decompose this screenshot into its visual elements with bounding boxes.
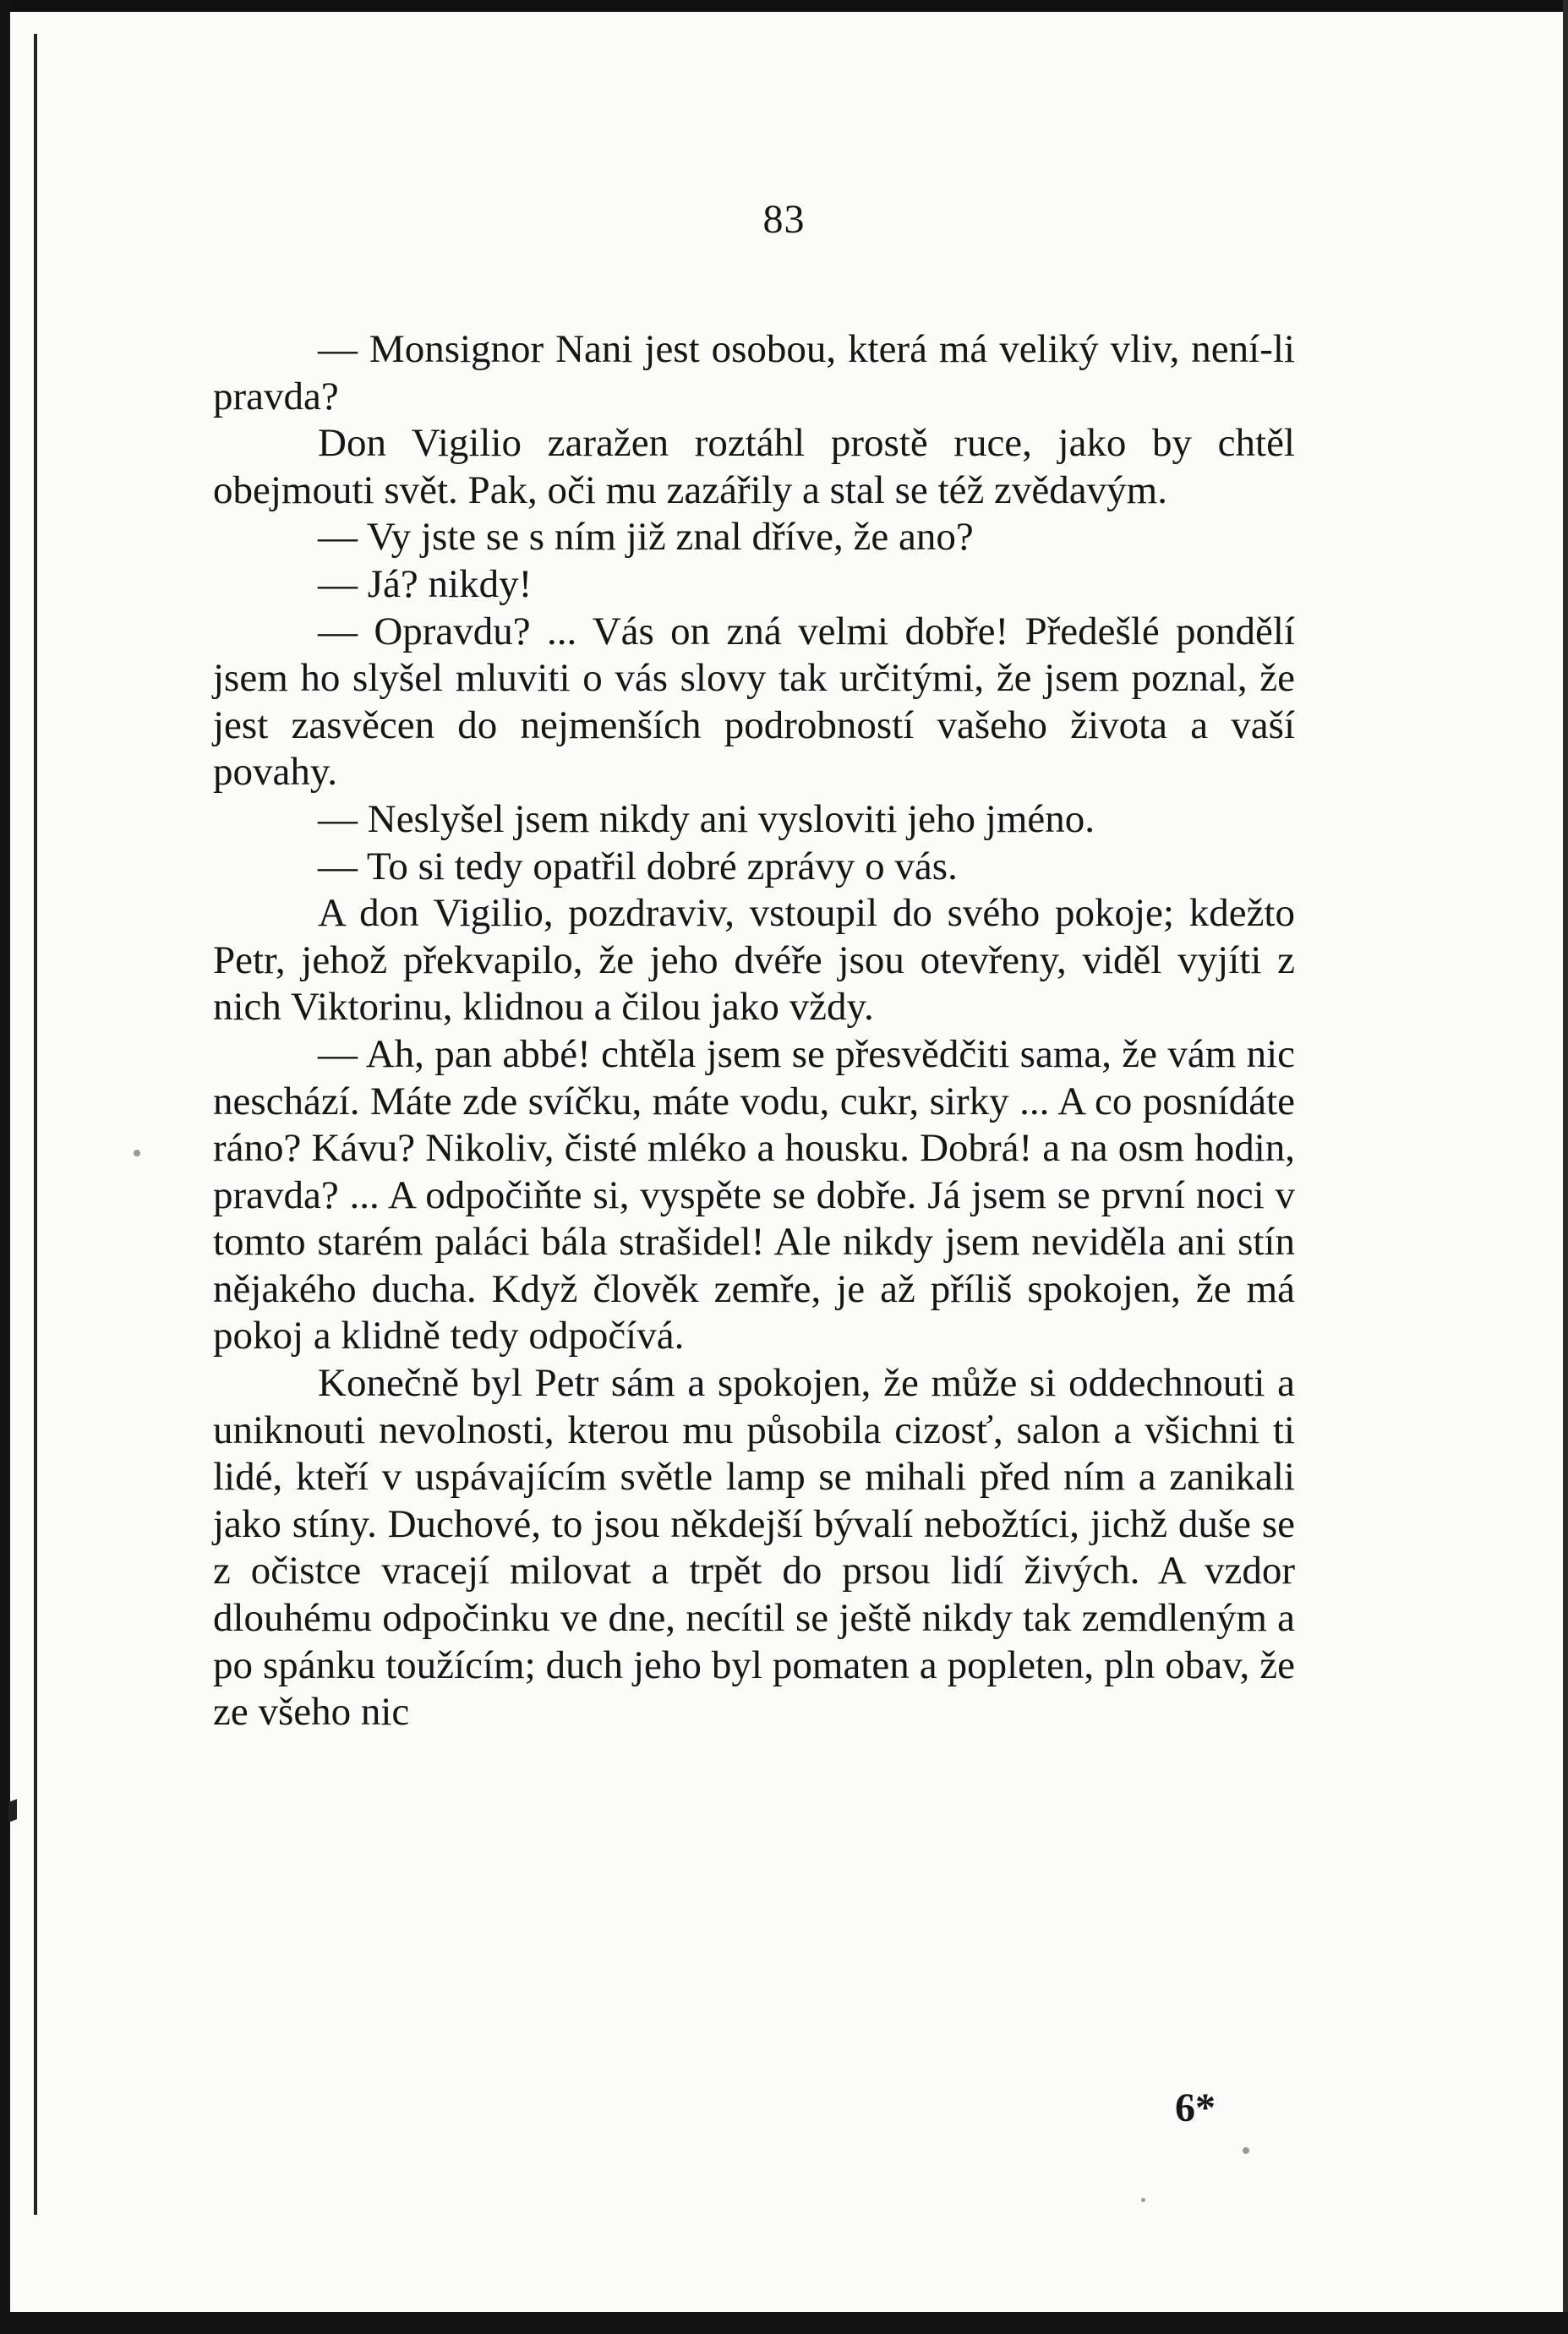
paragraph: Konečně byl Petr sám a spokojen, že může si oddechnouti a uniknouti nevolnosti, kterou mu působila cizosť, salon a všichni ti lidé, kteří v uspávajícím světle lamp se mihali před ním a zanikali jako stíny. Duchové, to jsou někdejší bývalí nebožtíci, jichž duše se z očistce vracejí milovat a trpět do prsou lidí živých. A vzdor dlouhému odpočinku ve dne, necítil se ještě nikdy tak zemdleným a po spánku toužícím; duch jeho byl pomaten a popleten, pln obav, že ze všeho nic <box>213 1361 1295 1735</box>
dust-speck <box>134 1150 140 1156</box>
page-gutter-line <box>34 34 37 2215</box>
scan-left-border <box>0 0 10 2334</box>
spine-mark <box>8 1799 17 1823</box>
paragraph: — To si tedy opatřil dobré zprávy o vás. <box>318 844 958 888</box>
scan-top-border <box>0 0 1568 12</box>
page-number: 83 <box>762 197 806 242</box>
dust-speck <box>1243 2147 1249 2154</box>
paragraph: — Opravdu? ... Vás on zná velmi dobře! Předešlé pondělí jsem ho slyšel mluviti o vás slovy tak určitými, že jsem poznal, že jest zasvěcen do nejmenších podrobností vašeho života a vaší povahy. <box>213 609 1295 795</box>
paragraph: — Vy jste se s ním již znal dříve, že ano? <box>318 515 974 560</box>
paragraph: A don Vigilio, pozdraviv, vstoupil do svého pokoje; kdežto Petr, jehož překvapilo, že jeho dvéře jsou otevřeny, viděl vyjíti z nich Viktorinu, klidnou a čilou jako vždy. <box>213 891 1295 1030</box>
paragraph: — Monsignor Nani jest osobou, která má veliký vliv, není-li pravda? <box>213 327 1295 418</box>
paragraph: — Já? nikdy! <box>318 561 533 606</box>
scan-right-border <box>1563 0 1568 2334</box>
paragraph: — Ah, pan abbé! chtěla jsem se přesvědčiti sama, že vám nic neschází. Máte zde svíčku, máte vodu, cukr, sirky ... A co posnídáte ráno? Kávu? Nikoliv, čisté mléko a housku. Dobrá! a na osm hodin, pravda? ... A odpočiňte si, vyspěte se dobře. Já jsem se první noci v tomto starém paláci bála strašidel! Ale nikdy jsem neviděla ani stín nějakého ducha. Když člověk zemře, je až příliš spokojen, že má pokoj a klidně tedy odpočívá. <box>213 1031 1295 1358</box>
paragraph: Don Vigilio zaražen roztáhl prostě ruce, jako by chtěl obejmouti svět. Pak, oči mu zazářily a stal se též zvědavým. <box>213 421 1295 512</box>
paragraph: — Neslyšel jsem nikdy ani vysloviti jeho jméno. <box>318 796 1095 841</box>
page-body-text <box>213 326 1295 1736</box>
dust-speck <box>1141 2198 1145 2202</box>
printer-signature-mark: 6* <box>1175 2085 1216 2130</box>
scan-bottom-border <box>0 2312 1568 2334</box>
